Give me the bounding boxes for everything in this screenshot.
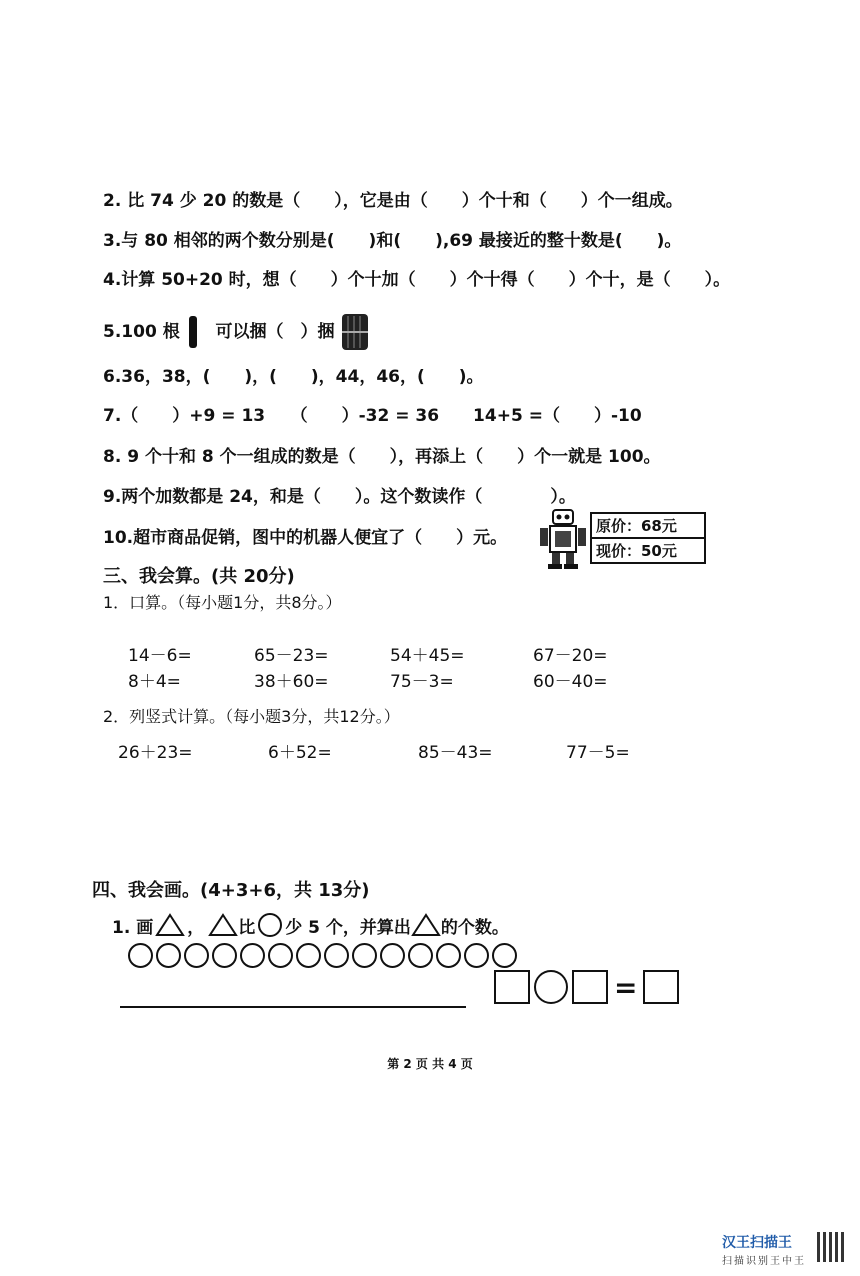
circle-icon [212, 943, 237, 968]
circle-icon [156, 943, 181, 968]
page-footer: 第 2 页 共 4 页 [387, 1057, 473, 1071]
circle-icon [436, 943, 461, 968]
brand-name: 汉王扫描王 [722, 1235, 792, 1251]
circle-icon [464, 943, 489, 968]
section-3-part-1: 1．口算。（每小题1分，共8分。） [103, 593, 342, 612]
circle-icon [184, 943, 209, 968]
calc-2-2: 38＋60= [254, 672, 329, 692]
q1-text-d: 少 5 个，并算出 [285, 917, 411, 938]
answer-box [572, 970, 608, 1004]
answer-box [643, 970, 679, 1004]
calc-1-1: 14－6= [128, 646, 192, 666]
original-price: 原价：68元 [592, 514, 704, 539]
question-6: 6.36，38，( )，( )，44，46，( )。 [103, 367, 484, 387]
question-9: 9.两个加数都是 24，和是（ ）。这个数读作（ ）。 [103, 487, 576, 507]
vertical-calc-1: 26＋23= [118, 743, 193, 763]
calc-1-3: 54＋45= [390, 646, 465, 666]
question-7: 7.（ ）+9 = 13 （ ）-32 = 36 14+5 =（ ）-10 [103, 406, 642, 426]
stick-icon [186, 315, 200, 349]
q1-text-e: 的个数。 [440, 917, 509, 938]
current-price: 现价：50元 [596, 542, 677, 560]
section-3-title: 三、我会算。(共 20分) [103, 566, 295, 587]
robot-icon [538, 506, 588, 570]
calc-2-3: 75－3= [390, 672, 454, 692]
calc-2-1: 8＋4= [128, 672, 181, 692]
q1-text-b: ， [187, 917, 205, 938]
section-4-title: 四、我会画。(4+3+6，共 13分) [92, 880, 370, 901]
triangle-icon [155, 913, 185, 937]
circle-icon [352, 943, 377, 968]
triangle-icon [411, 913, 441, 937]
question-10: 10.超市商品促销，图中的机器人便宜了（ ）元。 [103, 528, 508, 548]
calc-1-2: 65－23= [254, 646, 329, 666]
q1-text-c: 比 [238, 917, 256, 938]
question-8: 8. 9 个十和 8 个一组成的数是（ ），再添上（ ）个一就是 100。 [103, 447, 661, 467]
stick-bundle-icon [340, 312, 370, 352]
section-4-question-1 [112, 912, 509, 938]
question-5-text-b: 可以捆（ ）捆 [215, 322, 335, 342]
circle-icon [257, 912, 283, 938]
vertical-calc-4: 77－5= [566, 743, 630, 763]
circle-icon [492, 943, 517, 968]
circle-icon [240, 943, 265, 968]
scanner-watermark [722, 1232, 806, 1267]
answer-box [494, 970, 530, 1004]
circle-icon [128, 943, 153, 968]
qr-code-icon [817, 1232, 847, 1262]
drawing-answer-line [120, 1006, 466, 1008]
circle-icon [268, 943, 293, 968]
circle-icon [296, 943, 321, 968]
calc-2-4: 60－40= [533, 672, 608, 692]
triangle-icon [208, 913, 238, 937]
section-3-part-2: 2．列竖式计算。（每小题3分，共12分。） [103, 707, 400, 726]
circle-icon [324, 943, 349, 968]
question-5 [103, 312, 370, 352]
circle-row [128, 943, 517, 968]
question-2: 2. 比 74 少 20 的数是（ ），它是由（ ）个十和（ ）个一组成。 [103, 191, 683, 211]
price-tag [590, 512, 706, 564]
operator-circle [534, 970, 568, 1004]
vertical-calc-3: 85－43= [418, 743, 493, 763]
q1-text-a: 1. 画 [112, 917, 154, 938]
calc-1-4: 67－20= [533, 646, 608, 666]
question-3: 3.与 80 相邻的两个数分别是( )和( ),69 最接近的整十数是( )。 [103, 231, 682, 251]
question-4: 4.计算 50+20 时，想（ ）个十加（ ）个十得（ ）个十，是（ ）。 [103, 270, 731, 290]
circle-icon [408, 943, 433, 968]
question-5-text-a: 5.100 根 [103, 322, 180, 342]
circle-icon [380, 943, 405, 968]
vertical-calc-2: 6＋52= [268, 743, 332, 763]
brand-tagline: 扫描识别王中王 [722, 1256, 806, 1267]
equation-boxes [494, 970, 679, 1004]
equals-sign: = [614, 970, 638, 1004]
